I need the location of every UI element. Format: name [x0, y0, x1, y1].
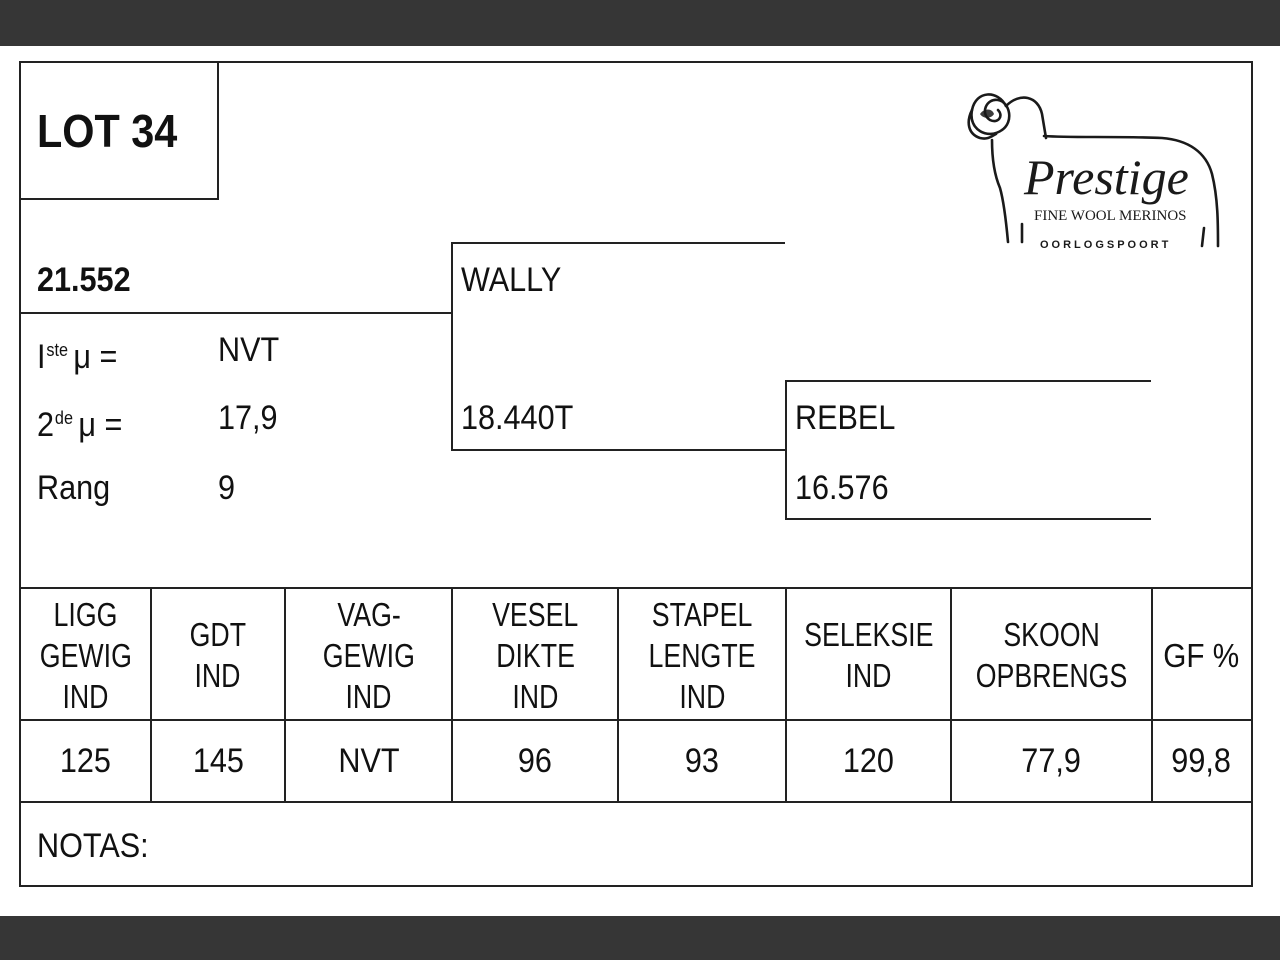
header-seleksie-ind: SELEKSIE IND [803, 616, 934, 694]
micron-1-label: Iste μ = [37, 338, 118, 376]
value-gdt-ind: 145 [192, 742, 244, 780]
table-top-border [19, 587, 1251, 589]
table-header-divider [19, 719, 1251, 721]
value-vag-gewig-ind: NVT [337, 742, 400, 780]
grandsire-id: 16.576 [795, 469, 889, 507]
notes-label: NOTAS: [37, 827, 149, 865]
micron-2-value: 17,9 [218, 399, 278, 437]
lot-box-bottom [19, 198, 219, 200]
value-stapel-lengte-ind: 93 [684, 742, 720, 780]
sire-id: 18.440T [461, 399, 574, 437]
lot-box-divider [217, 61, 219, 200]
table-bottom-border [19, 801, 1251, 803]
sire-box-bottom [451, 449, 787, 451]
svg-text:FINE WOOL MERINOS: FINE WOOL MERINOS [1034, 208, 1187, 224]
top-bar [0, 0, 1280, 46]
value-ligg-gewig-ind: 125 [59, 742, 112, 780]
rank-value: 9 [218, 469, 236, 507]
header-vesel-dikte-ind: VESEL DIKTE IND [491, 595, 579, 715]
svg-text:Prestige: Prestige [1024, 149, 1189, 205]
micron-2-label: 2de μ = [37, 406, 123, 444]
sire-box-left [451, 242, 453, 451]
header-vag-gewig-ind: VAG- GEWIG IND [322, 595, 415, 715]
header-ligg-gewig-ind: LIGG GEWIG IND [39, 595, 132, 715]
ram-head-icon [962, 78, 1228, 254]
animal-id: 21.552 [37, 261, 131, 299]
value-skoon-opbrengs: 77,9 [1021, 742, 1082, 780]
header-stapel-lengte-ind: STAPEL LENGTE IND [648, 595, 756, 715]
lot-number: LOT 34 [37, 105, 178, 157]
svg-text:OORLOGSPOORT: OORLOGSPOORT [1040, 239, 1172, 251]
value-gf-percent: 99,8 [1171, 742, 1231, 780]
header-gf-percent: GF % [1163, 636, 1239, 674]
sire-box-top [451, 242, 785, 244]
value-vesel-dikte-ind: 96 [517, 742, 553, 780]
micron-1-value: NVT [218, 331, 280, 369]
grandsire-name: REBEL [795, 399, 896, 437]
grandsire-box-bottom [785, 518, 1151, 520]
grandsire-box-left [785, 380, 787, 520]
grandsire-box-top [785, 380, 1151, 382]
value-seleksie-ind: 120 [842, 742, 895, 780]
header-gdt-ind: GDT IND [189, 616, 247, 694]
animal-id-underline [19, 312, 453, 314]
header-skoon-opbrengs: SKOON OPBRENGS [975, 616, 1128, 694]
bottom-bar [0, 916, 1280, 960]
sire-name: WALLY [461, 261, 562, 299]
rank-label: Rang [37, 469, 111, 507]
